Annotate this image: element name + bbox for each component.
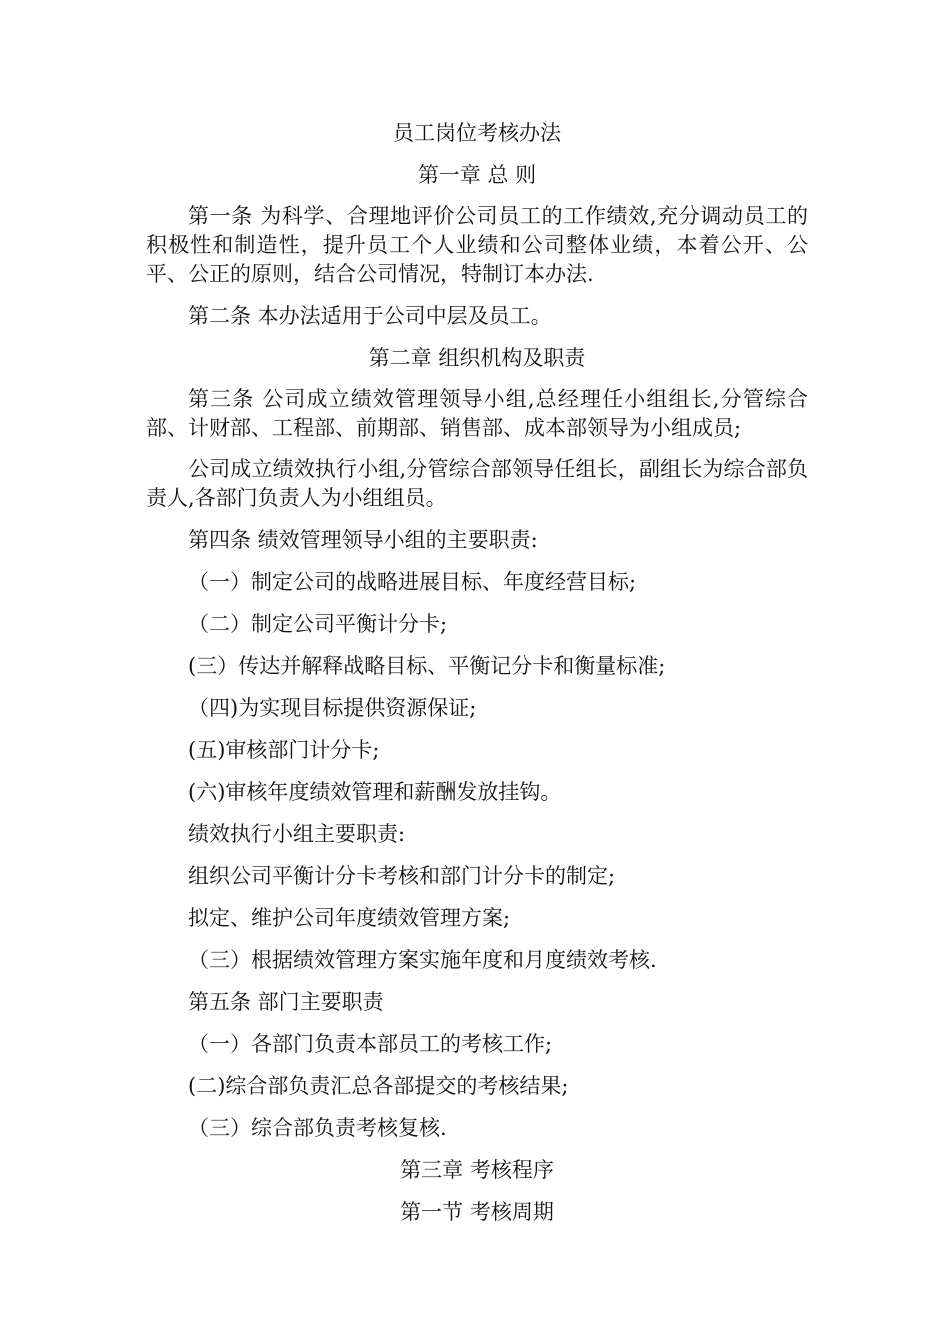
article-5-item-3: （三）综合部负责考核复核.	[188, 1116, 447, 1140]
article-4-item-4: （四)为实现目标提供资源保证;	[188, 696, 477, 720]
exec-group-item-2: 拟定、维护公司年度绩效管理方案;	[188, 906, 511, 930]
article-4-item-1: （一）制定公司的战略进展目标、年度经营目标;	[188, 570, 637, 594]
article-5-item-2: (二)综合部负责汇总各部提交的考核结果;	[188, 1074, 569, 1098]
chapter-3-heading: 第三章 考核程序	[400, 1158, 554, 1182]
article-5-item-1: （一）各部门负责本部员工的考核工作;	[188, 1032, 553, 1056]
article-1: 第一条 为科学、合理地评价公司员工的工作绩效,充分调动员工的积极性和制造性，提升员工个人业绩和公司整体业绩，本着公开、公平、公正的原则，结合公司情况，特制订本办法.	[146, 204, 808, 286]
article-4-item-6: (六)审核年度绩效管理和薪酬发放挂钩。	[188, 780, 562, 804]
article-2: 第二条 本办法适用于公司中层及员工。	[188, 304, 552, 328]
chapter-2-heading: 第二章 组织机构及职责	[368, 346, 586, 370]
section-1-heading: 第一节 考核周期	[400, 1200, 554, 1224]
document-body	[146, 118, 808, 1227]
exec-group-item-3: （三）根据绩效管理方案实施年度和月度绩效考核.	[188, 948, 657, 972]
chapter-1-heading: 第一章 总 则	[417, 163, 537, 187]
exec-group-duty: 绩效执行小组主要职责:	[188, 822, 406, 846]
article-4: 第四条 绩效管理领导小组的主要职责:	[188, 528, 538, 552]
document-title: 员工岗位考核办法	[393, 121, 561, 145]
article-5: 第五条 部门主要职责	[188, 990, 384, 1014]
article-4-item-2: （二）制定公司平衡计分卡;	[188, 612, 448, 636]
article-4-item-3: (三）传达并解释战略目标、平衡记分卡和衡量标准;	[188, 654, 666, 678]
article-4-item-5: (五)审核部门计分卡;	[188, 738, 380, 762]
article-3-exec-group: 公司成立绩效执行小组,分管综合部领导任组长，副组长为综合部负责人,各部门负责人为小组组员。	[146, 457, 808, 510]
article-3: 第三条 公司成立绩效管理领导小组,总经理任小组组长,分管综合部、计财部、工程部、前期部、销售部、成本部领导为小组成员;	[146, 387, 808, 440]
exec-group-item-1: 组织公司平衡计分卡考核和部门计分卡的制定;	[188, 864, 616, 888]
